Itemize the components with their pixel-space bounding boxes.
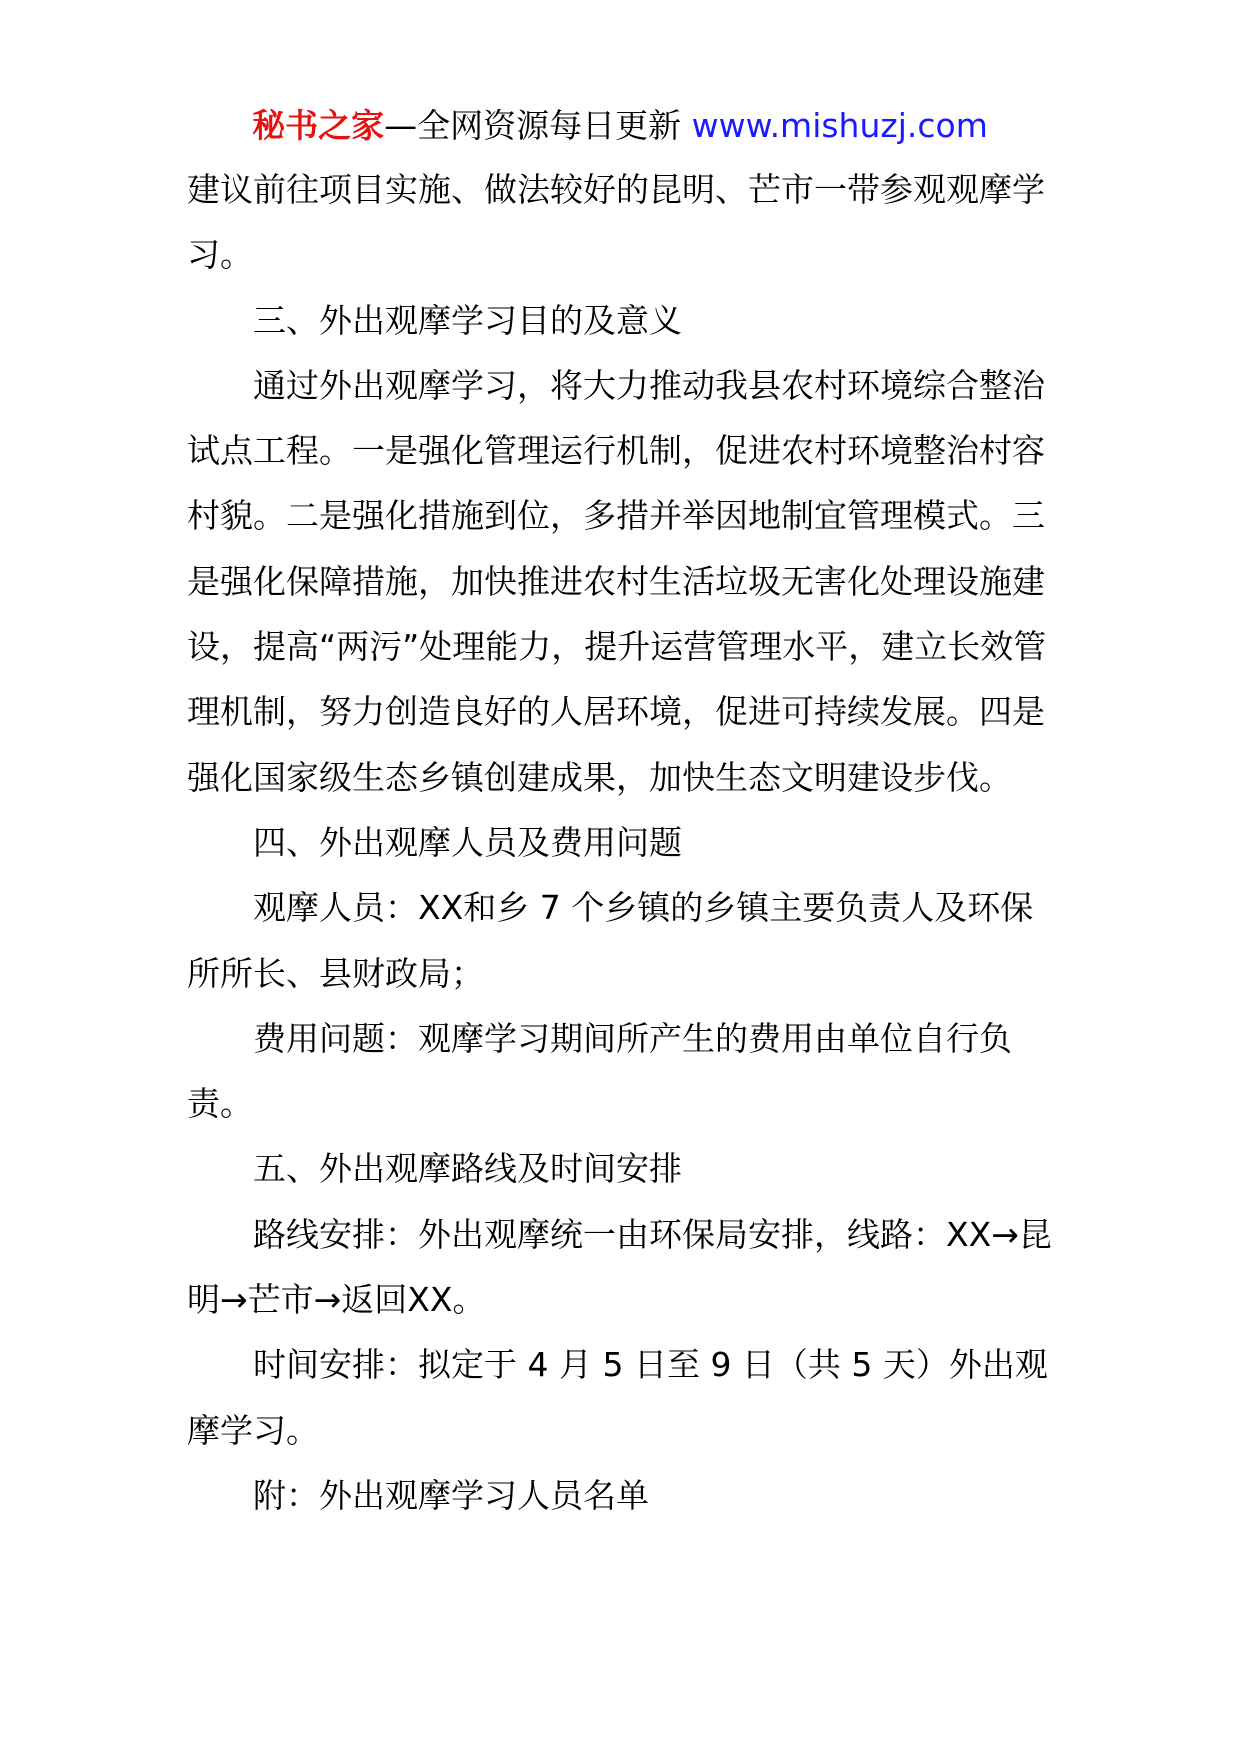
paragraph-purpose: 通过外出观摩学习，将大力推动我县农村环境综合整治试点工程。一是强化管理运行机制，促进农村环境整治村容村貌。二是强化措施到位，多措并举因地制宜管理模式。三是强化保障措施，加快推进农村生活垃圾无害化处理设施建设，提高“两污”处理能力，提升运营管理水平，建立长效管理机制，努力创造良好的人居环境，促进可持续发展。四是强化国家级生态乡镇创建成果，加快生态文明建设步伐。 [187, 365, 1047, 797]
paragraph-attachment: 附：外出观摩学习人员名单 [253, 1475, 649, 1515]
brand-name: 秘书之家 [252, 106, 385, 145]
site-header [0, 96, 1240, 156]
site-url-link[interactable]: www.mishuzj.com [691, 106, 988, 145]
document-body [187, 157, 1057, 1528]
header-slogan: —全网资源每日更新 [384, 106, 692, 145]
section-heading-5: 五、外出观摩路线及时间安排 [253, 1149, 682, 1189]
paragraph-personnel: 观摩人员：XX和乡 7 个乡镇的乡镇主要负责人及环保所所长、县财政局； [187, 888, 1034, 993]
paragraph-schedule: 时间安排：拟定于 4 月 5 日至 9 日（共 5 天）外出观摩学习。 [187, 1345, 1048, 1450]
paragraph-route: 路线安排：外出观摩统一由环保局安排，线路：XX→昆明→芒市→返回XX。 [187, 1214, 1052, 1320]
section-heading-3: 三、外出观摩学习目的及意义 [253, 300, 682, 340]
paragraph-costs: 费用问题：观摩学习期间所产生的费用由单位自行负责。 [187, 1018, 1012, 1124]
section-heading-4: 四、外出观摩人员及费用问题 [253, 822, 682, 862]
paragraph-intro-continuation: 建议前往项目实施、做法较好的昆明、芒市一带参观观摩学习。 [187, 170, 1045, 275]
